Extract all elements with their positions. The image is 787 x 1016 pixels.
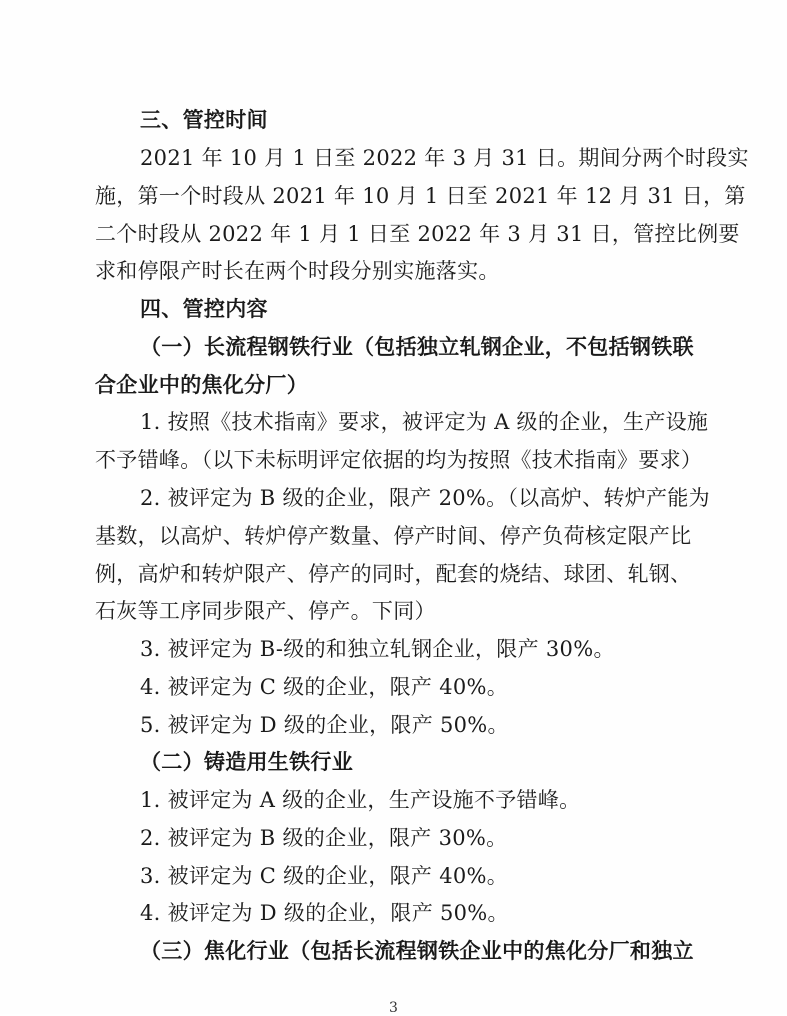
page-number: 3 — [389, 1000, 398, 1016]
list-item: 石灰等工序同步限产、停产。下同） — [95, 599, 436, 623]
list-item: 5. 被评定为 D 级的企业，限产 50%。 — [140, 713, 509, 737]
paragraph-line: 二个时段从 2022 年 1 月 1 日至 2022 年 3 月 31 日，管控比例要 — [95, 222, 740, 246]
paragraph-line: 2021 年 10 月 1 日至 2022 年 3 月 31 日。期间分两个时段实 — [140, 146, 749, 170]
list-item: 不予错峰。（以下未标明评定依据的均为按照《技术指南》要求） — [95, 448, 703, 472]
list-item: 例，高炉和转炉限产、停产的同时，配套的烧结、球团、轧钢、 — [95, 562, 692, 586]
list-item: 1. 按照《技术指南》要求，被评定为 A 级的企业，生产设施 — [140, 410, 709, 434]
subsection-1-title-cont: 合企业中的焦化分厂） — [95, 373, 308, 397]
list-item: 基数，以高炉、转炉停产数量、停产时间、停产负荷核定限产比 — [95, 524, 692, 548]
subsection-1-title: （一）长流程钢铁行业（包括独立轧钢企业，不包括钢铁联 — [140, 335, 694, 359]
list-item: 1. 被评定为 A 级的企业，生产设施不予错峰。 — [140, 788, 581, 812]
list-item: 4. 被评定为 C 级的企业，限产 40%。 — [140, 675, 509, 699]
subsection-2-title: （二）铸造用生铁行业 — [140, 750, 353, 774]
list-item: 2. 被评定为 B 级的企业，限产 20%。（以高炉、转炉产能为 — [140, 486, 710, 510]
list-item: 3. 被评定为 B-级的和独立轧钢企业，限产 30%。 — [140, 637, 615, 661]
list-item: 4. 被评定为 D 级的企业，限产 50%。 — [140, 901, 509, 925]
section-3-title: 三、管控时间 — [140, 108, 268, 132]
list-item: 2. 被评定为 B 级的企业，限产 30%。 — [140, 826, 508, 850]
paragraph-line: 施，第一个时段从 2021 年 10 月 1 日至 2021 年 12 月 31 日，第 — [95, 184, 746, 208]
section-4-title: 四、管控内容 — [140, 297, 268, 321]
paragraph-line: 求和停限产时长在两个时段分别实施落实。 — [95, 259, 500, 283]
subsection-3-title: （三）焦化行业（包括长流程钢铁企业中的焦化分厂和独立 — [140, 939, 694, 963]
list-item: 3. 被评定为 C 级的企业，限产 40%。 — [140, 864, 509, 888]
